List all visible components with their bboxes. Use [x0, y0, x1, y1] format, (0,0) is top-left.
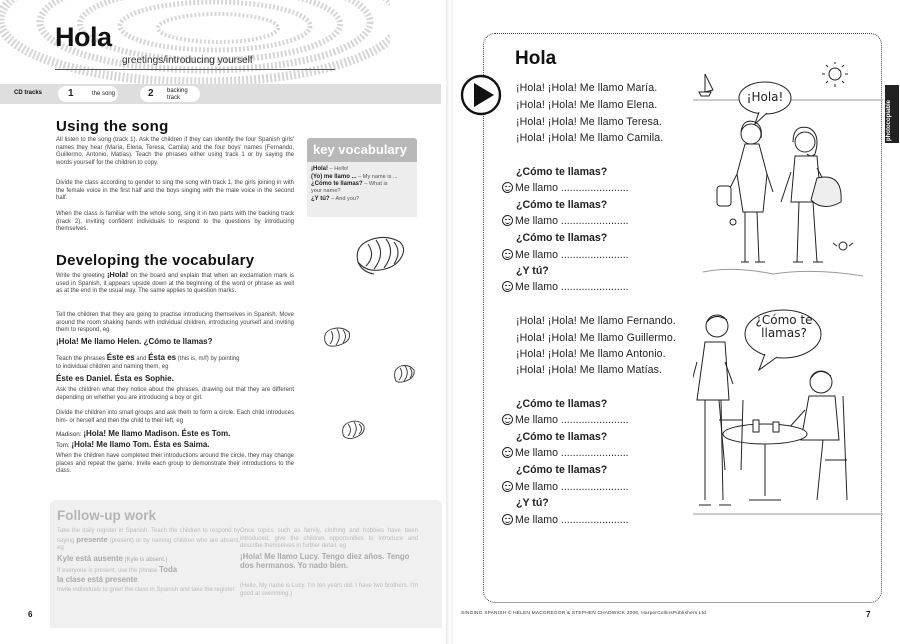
track-2-label-b: track	[167, 95, 181, 101]
follow-up-paragraph-5: (Hello, My name is Lucy. I'm ten years old. I have two brothers. I'm good at swimming.)	[240, 583, 418, 597]
question-6: ¿Cómo te llamas?	[516, 464, 608, 476]
track-2-label-a: backing	[167, 88, 188, 94]
kv-me-llamo: (Yo) me llamo ... – My name is ...	[311, 173, 398, 180]
follow-up-paragraph-3: Invite individuals to greet the class in Spanish and take the register.	[57, 587, 236, 593]
smiley-icon	[502, 281, 513, 292]
follow-up-paragraph-2: If everyone is present, use the phrase Toda la clase está presente.	[57, 565, 178, 584]
verse1-line1: ¡Hola! ¡Hola! Me llamo María.	[516, 82, 658, 94]
page-title: Hola	[55, 22, 112, 52]
developing-paragraph-5: Divide the children into small groups and ask them to form a circle. Each child introduces him- or herself and then the child to their left, eg	[56, 410, 294, 424]
smiley-icon	[502, 447, 513, 458]
kv-como-te-llamas: ¿Cómo te llamas? – What is your name?	[311, 181, 388, 194]
speech-bubble-hola: ¡Hola!	[746, 90, 784, 104]
smiley-icon	[502, 514, 513, 525]
copyright-notice: SINGING SPANISH © HELEN MACGREGOR & STEPHEN CHADWICK 2006, HarperCollinsPublishers Ltd	[461, 611, 707, 616]
key-vocabulary-title: key vocabulary	[307, 138, 417, 162]
track-2-number: 2	[148, 88, 154, 99]
smiley-icon	[502, 481, 513, 492]
phrase-madison: Madison: ¡Hola! Me llamo Madison. Éste es Tom.	[56, 429, 231, 438]
follow-up-paragraph-4: Once topics such as family, clothing and hobbies have been introduced, give the children opportunities to introduce and describe themselves in further detail, eg	[240, 528, 418, 549]
smiley-icon	[502, 215, 513, 226]
verse2-line1: ¡Hola! ¡Hola! Me llamo Fernando.	[516, 315, 676, 327]
follow-up-phrase-lucy: ¡Hola! Me llamo Lucy. Tengo diez años. Tengo dos hermanos. Yo nado bien.	[240, 552, 410, 570]
phrase-este-es-daniel: Éste es Daniel. Ésta es Sophie.	[56, 374, 174, 383]
verse2-line2: ¡Hola! ¡Hola! Me llamo Guillermo.	[516, 332, 676, 344]
follow-up-phrase-kyle: Kyle está ausente (Kyle is absent.)	[57, 554, 168, 563]
kv-y-tu: ¿Y tú? – And you?	[311, 196, 360, 203]
smiley-icon	[502, 414, 513, 425]
developing-paragraph-2: Tell the children that they are going to practise introducing themselves in Spanish. Move around the room shaking hands with individual children, introducing yourself and inviting them to respond, eg	[56, 312, 294, 334]
verse1-line3: ¡Hola! ¡Hola! Me llamo Teresa.	[516, 116, 662, 128]
using-paragraph-2: Divide the class according to gender to sing the song with track 1, the girls joining in with the female voice in the first half and the boys singing with the male voice in the second half.	[56, 180, 294, 202]
answer-line-5: Me llamo .......................	[502, 414, 629, 426]
verse2-line4: ¡Hola! ¡Hola! Me llamo Matías.	[516, 364, 663, 376]
left-page	[0, 0, 447, 644]
verse1-line2: ¡Hola! ¡Hola! Me llamo Elena.	[516, 99, 658, 111]
answer-line-6: Me llamo .......................	[502, 447, 629, 459]
shell-illustration-large	[352, 232, 408, 276]
developing-paragraph-4: Ask the children what they notice about the phrases, drawing out that they are different depending on whether you are introducing a boy or girl.	[56, 387, 294, 401]
using-heading: Using the song	[56, 118, 169, 135]
developing-paragraph-6: When the children have completed their introductions around the circle, they may change places and repeat the game. Invite each group to demonstrate their introductions to the class.	[56, 453, 294, 475]
answer-line-2: Me llamo .......................	[502, 215, 629, 227]
page-number-right: 7	[866, 610, 871, 619]
subtitle-rule	[55, 69, 335, 70]
question-3: ¿Cómo te llamas?	[516, 232, 608, 244]
question-4: ¿Cómo te llamas?	[516, 398, 608, 410]
shell-illustration-4	[340, 418, 366, 442]
smiley-icon	[502, 182, 513, 193]
phrase-hola-me-llamo-helen: ¡Hola! Me llamo Helen. ¿Cómo te llamas?	[56, 337, 213, 346]
phrase-tom: Tom: ¡Hola! Me llamo Tom. Ésta es Saima.	[56, 440, 210, 449]
page-subtitle: greetings/introducing yourself	[122, 55, 253, 66]
verse1-line4: ¡Hola! ¡Hola! Me llamo Camila.	[516, 132, 664, 144]
verse2-line3: ¡Hola! ¡Hola! Me llamo Antonio.	[516, 348, 666, 360]
key-vocabulary-box	[307, 162, 417, 217]
using-paragraph-3: When the class is familiar with the whole song, sing it in two parts with the backing track (track 2), inviting confident individuals to respond to the questions by introducing themselves.	[56, 211, 294, 233]
answer-line-7: Me llamo .......................	[502, 481, 629, 493]
cd-tracks-label: CD tracks	[14, 90, 43, 96]
track-1-label: the song	[92, 91, 116, 97]
question-5: ¿Cómo te llamas?	[516, 431, 608, 443]
track-1-number: 1	[68, 88, 74, 99]
follow-up-title: Follow-up work	[57, 508, 156, 523]
question-2: ¿Cómo te llamas?	[516, 199, 608, 211]
answer-line-1: Me llamo .......................	[502, 182, 629, 194]
answer-line-4: Me llamo .......................	[502, 281, 629, 293]
question-y-tu-1: ¿Y tú?	[516, 265, 549, 277]
developing-paragraph-1: Write the greeting ¡Hola! on the board and explain that when an exclamation mark is used in Spanish, it appears upside down at the beginning of the word or phrase as well as at the end in the usual way. The same applies to question marks.	[56, 270, 294, 295]
answer-line-8: Me llamo .......................	[502, 514, 629, 526]
smiley-icon	[502, 249, 513, 260]
question-1: ¿Cómo te llamas?	[516, 166, 608, 178]
question-y-tu-2: ¿Y tú?	[516, 497, 549, 509]
developing-paragraph-3: Teach the phrases Éste es and Ésta es (this is, m/f) by pointing to individual children and naming them, eg	[56, 353, 240, 370]
shell-illustration-2	[322, 325, 352, 349]
follow-up-paragraph-1: Take the daily register in Spanish. Teach the children to respond by saying presente (present) or by naming children who are absent, eg	[57, 528, 240, 551]
photocopiable-tab: photocopiable	[885, 85, 899, 143]
answer-line-3: Me llamo .......................	[502, 249, 629, 261]
kv-hola: ¡Hola! – Hello!	[311, 166, 349, 172]
speech-bubble-como-te-llamas: ¿Cómo te llamas?	[755, 313, 813, 340]
play-icon	[460, 74, 502, 116]
right-page	[453, 0, 900, 644]
developing-heading: Developing the vocabulary	[56, 252, 255, 269]
shell-illustration-3	[392, 363, 416, 385]
page-number-left: 6	[28, 610, 33, 619]
worksheet-title: Hola	[515, 48, 557, 69]
beach-girls-illustration	[693, 62, 883, 294]
using-paragraph-1: All listen to the song (track 1). Ask the children if they can identify the four Spanish girls' names they hear (María, Elena, Teresa, Camila) and the four boys' names (Fernando, Guillermo, Antonio, Matías). Teach the phrases either using track 1 or by saying the words yourself for the children to copy.	[56, 137, 294, 166]
